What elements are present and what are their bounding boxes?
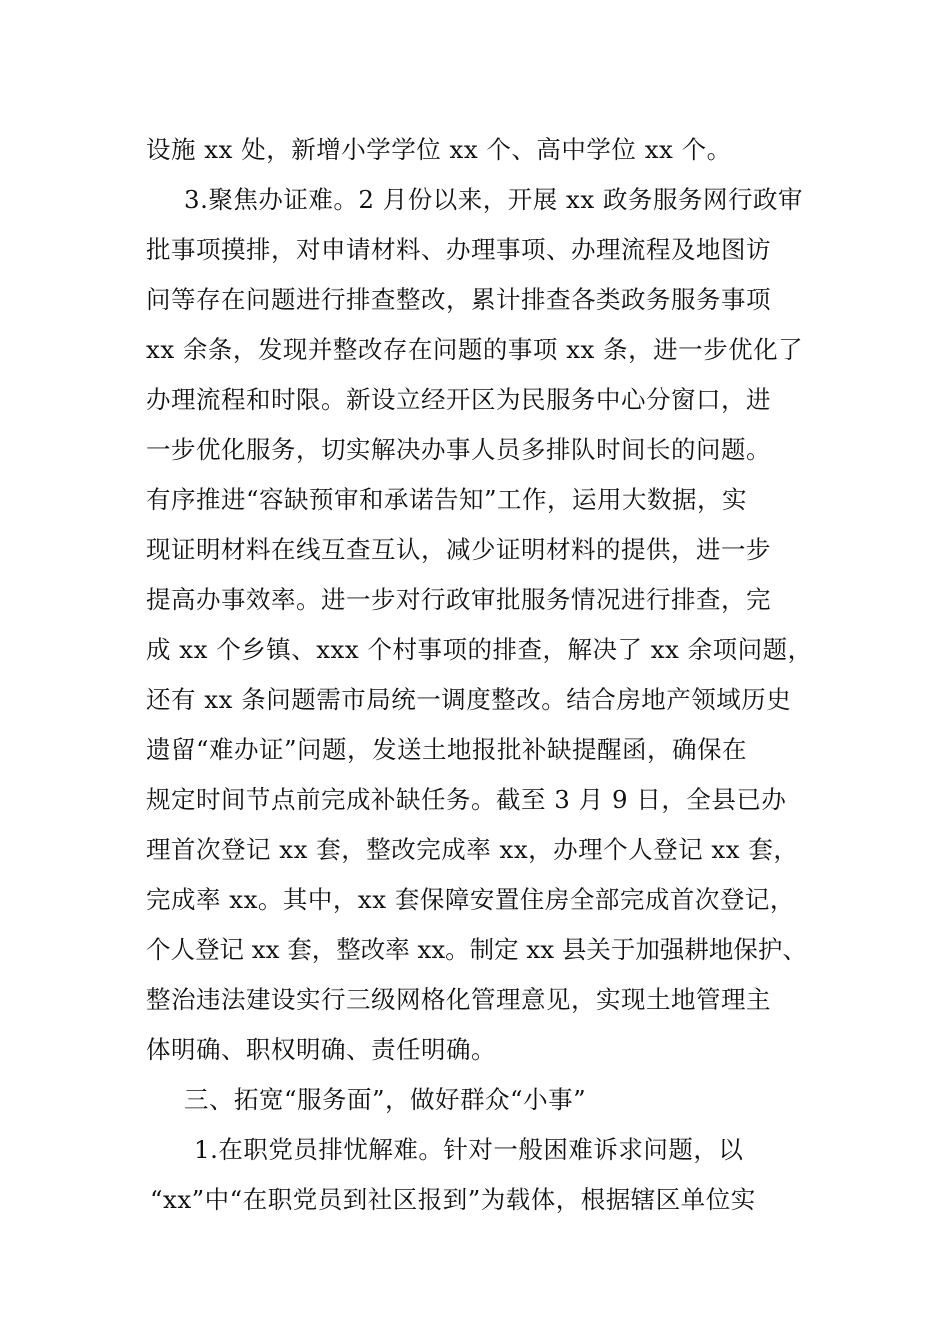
- text-line: 完成率 xx。其中，xx 套保障安置住房全部完成首次登记，: [146, 885, 795, 914]
- text-line: xx 余条，发现并整改存在问题的事项 xx 条，进一步优化了: [146, 335, 804, 364]
- text-line: 体明确、职权明确、责任明确。: [146, 1035, 496, 1064]
- paragraph-start-line: 1.在职党员排忧解难。针对一般困难诉求问题，以: [194, 1135, 744, 1164]
- text-line: 现证明材料在线互查互认，减少证明材料的提供，进一步: [146, 535, 771, 564]
- text-line: 办理流程和时限。新设立经开区为民服务中心分窗口，进: [146, 385, 771, 414]
- text-line: 个人登记 xx 套，整改率 xx。制定 xx 县关于加强耕地保护、: [146, 935, 807, 964]
- text-line: 遗留“难办证”问题，发送土地报批补缺提醒函，确保在: [146, 735, 748, 764]
- text-line: 理首次登记 xx 套，整改完成率 xx，办理个人登记 xx 套，: [146, 835, 799, 864]
- text-line: 一步优化服务，切实解决办事人员多排队时间长的问题。: [146, 435, 771, 464]
- text-line: 整治违法建设实行三级网格化管理意见，实现土地管理主: [146, 985, 771, 1014]
- section-heading: 三、拓宽“服务面”，做好群众“小事”: [184, 1085, 587, 1114]
- text-line: 规定时间节点前完成补缺任务。截至 3 月 9 日，全县已办: [146, 785, 787, 814]
- text-line: “xx”中“在职党员到社区报到”为载体，根据辖区单位实: [150, 1185, 756, 1214]
- text-line: 批事项摸排，对申请材料、办理事项、办理流程及地图访: [146, 235, 771, 264]
- text-line: 问等存在问题进行排查整改，累计排查各类政务服务事项: [146, 285, 771, 314]
- text-line: 还有 xx 条问题需市局统一调度整改。结合房地产领域历史: [146, 685, 792, 714]
- text-line: 设施 xx 处，新增小学学位 xx 个、高中学位 xx 个。: [146, 135, 732, 164]
- text-line: 成 xx 个乡镇、xxx 个村事项的排查，解决了 xx 余项问题，: [146, 635, 813, 664]
- text-line: 有序推进“容缺预审和承诺告知”工作，运用大数据，实: [146, 485, 748, 514]
- paragraph-start-line: 3.聚焦办证难。2 月份以来，开展 xx 政务服务网行政审: [184, 185, 803, 214]
- text-line: 提高办事效率。进一步对行政审批服务情况进行排查，完: [146, 585, 771, 614]
